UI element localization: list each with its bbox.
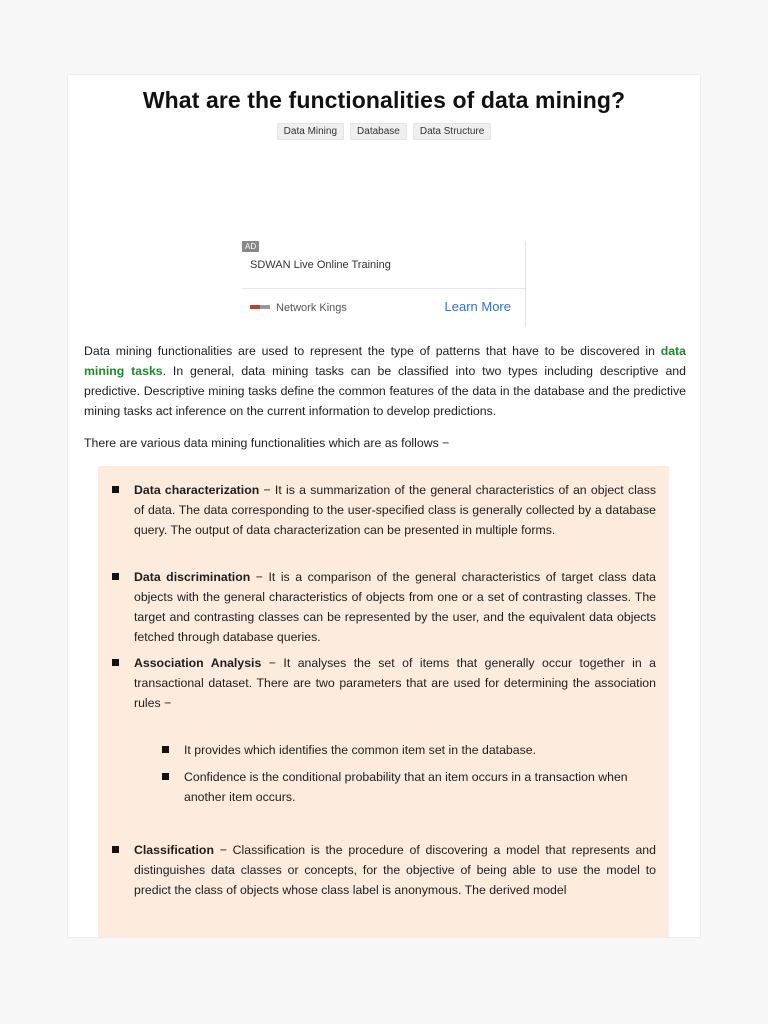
intro-text-1: Data mining functionalities are used to represent the type of patterns that have to be discovered in — [84, 344, 661, 358]
brand-logo-icon — [250, 305, 270, 309]
ad-divider — [242, 288, 525, 289]
tag-data-mining[interactable]: Data Mining — [277, 123, 344, 140]
tag-list — [68, 123, 700, 140]
intro-lead: There are various data mining functionalities which are as follows − — [84, 436, 450, 450]
sub-item-text: It provides which identifies the common item set in the database. — [184, 743, 537, 757]
square-bullet-icon — [112, 573, 119, 580]
tag-data-structure[interactable]: Data Structure — [413, 123, 491, 140]
page-title: What are the functionalities of data mining? — [142, 87, 626, 113]
functionalities-box — [98, 466, 669, 938]
square-bullet-icon — [112, 659, 119, 666]
tag-database[interactable]: Database — [350, 123, 407, 140]
item-term: Association Analysis — [134, 656, 262, 670]
list-item — [134, 480, 656, 540]
ad-headline[interactable]: SDWAN Live Online Training — [250, 259, 391, 271]
data-mining-tasks-link[interactable]: data mining tasks — [84, 344, 686, 378]
square-bullet-icon — [112, 846, 119, 853]
ad-badge: AD — [242, 241, 259, 252]
intro-paragraph — [84, 341, 686, 421]
learn-more-button[interactable]: Learn More — [444, 299, 511, 314]
list-item — [134, 567, 656, 647]
sub-item-text: Confidence is the conditional probability that an item occurs in a transaction when another item occurs. — [184, 770, 628, 804]
square-bullet-icon — [112, 486, 119, 493]
list-item — [134, 653, 656, 713]
article-card — [67, 74, 701, 938]
sub-list-item — [184, 740, 644, 760]
ad-brand-name: Network Kings — [276, 302, 347, 314]
item-text: − It is a summarization of the general characteristics of an object class of data. The data corresponding to the user-specified class is generally collected by a database query. The output of data characterization can be presented in multiple forms. — [134, 483, 656, 537]
intro-text-2: . In general, data mining tasks can be classified into two types including descriptive and predictive. Descriptive mining tasks define the common features of the data in the database and the predictive mining tasks act inference on the current information to develop predictions. — [84, 364, 686, 418]
sub-list-item — [184, 767, 644, 807]
ad-brand — [250, 302, 347, 314]
item-text: − Classification is the procedure of discovering a model that represents and distinguishes data classes or concepts, for the objective of being able to use the model to predict the class of objects whose class label is anonymous. The derived model — [134, 843, 656, 897]
square-bullet-icon — [162, 746, 169, 753]
item-term: Data characterization — [134, 483, 260, 497]
item-term: Data discrimination — [134, 570, 251, 584]
item-term: Classification — [134, 843, 214, 857]
advertisement[interactable] — [242, 241, 526, 327]
list-item — [134, 840, 656, 900]
square-bullet-icon — [162, 773, 169, 780]
item-text: − It is a comparison of the general characteristics of target class data objects with the general characteristics of objects from one or a set of contrasting classes. The target and contrasting classes can be represented by the user, and the equivalent data objects fetched through database queries. — [134, 570, 656, 644]
item-text: − It analyses the set of items that generally occur together in a transactional dataset. There are two parameters that are used for determining the association rules − — [134, 656, 657, 710]
